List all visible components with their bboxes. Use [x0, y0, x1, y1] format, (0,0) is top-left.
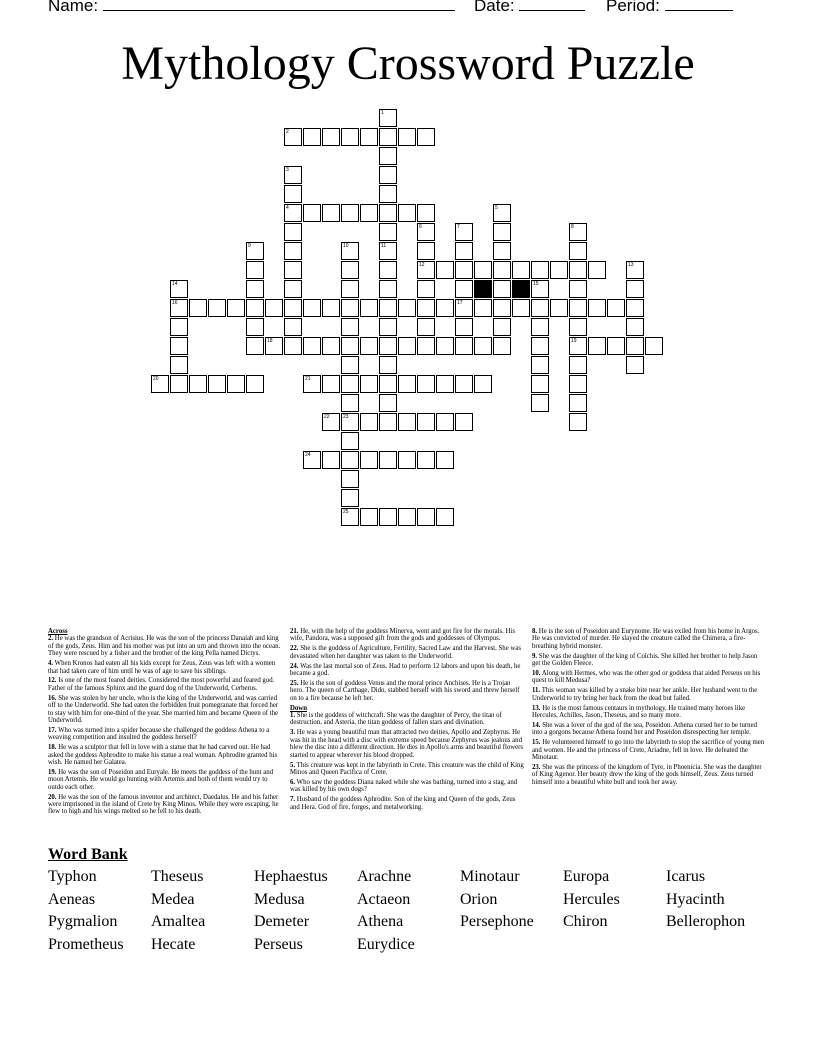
across-clue — [48, 744, 283, 766]
word-bank-item: Perseus — [254, 936, 303, 953]
grid-cell[interactable] — [322, 128, 340, 146]
grid-cell[interactable] — [474, 337, 492, 355]
clue-number: 9 — [248, 243, 251, 249]
grid-cell[interactable] — [493, 261, 511, 279]
grid-cell[interactable] — [284, 242, 302, 260]
grid-cell[interactable] — [436, 451, 454, 469]
clue-number: 25 — [343, 509, 349, 515]
clue-number: 22 — [324, 414, 330, 420]
grid-cell[interactable] — [417, 242, 435, 260]
clue-text: Was the last mortal son of Zeus. Had to perform 12 labors and upon his death, he became a god. — [290, 662, 521, 678]
grid-cell[interactable] — [417, 337, 435, 355]
grid-cell[interactable] — [322, 299, 340, 317]
clue-number: 21 — [305, 376, 311, 382]
grid-cell[interactable] — [417, 451, 435, 469]
clue-number: 16. — [48, 694, 57, 702]
clue-number: 2 — [286, 129, 289, 135]
grid-cell[interactable] — [550, 299, 568, 317]
grid-cell[interactable] — [284, 280, 302, 298]
down-clue — [532, 764, 767, 786]
grid-cell[interactable] — [398, 337, 416, 355]
clue-text: He is the son of Poseidon and Eurynome. He was exiled from his home in Argos. He was convicted of murder. He slayed the creature called the Chimera, a fire-breathing hybrid monster. — [532, 628, 760, 650]
grid-cell[interactable] — [531, 337, 549, 355]
grid-cell[interactable] — [170, 337, 188, 355]
clue-number: 2. — [48, 635, 54, 643]
clue-number: 20. — [48, 793, 57, 801]
across-clue — [48, 660, 283, 675]
clue-number: 9. — [532, 652, 538, 660]
grid-cell[interactable] — [379, 413, 397, 431]
clue-number: 23. — [532, 764, 541, 771]
across-clue — [48, 695, 283, 725]
across-clue — [290, 645, 525, 660]
grid-cell[interactable] — [246, 375, 264, 393]
grid-cell[interactable] — [341, 337, 359, 355]
clue-text: Who was turned into a spider because she challenged the goddess Athena to a weaving competition and insulted the goddess herself? — [48, 726, 270, 742]
word-bank-item: Hyacinth — [666, 891, 725, 908]
clue-number: 13. — [532, 704, 541, 712]
grid-cell[interactable] — [284, 185, 302, 203]
clue-text: He is the son of goddess Venus and the moral prince Anchises. He is a Trojan hero. The queen of Carthage, Dido, stabbed herself with his sword and threw herself on to a fire because he left her. — [290, 679, 520, 702]
clue-number: 10. — [532, 670, 541, 678]
grid-cell[interactable] — [379, 508, 397, 526]
grid-cell[interactable] — [569, 299, 587, 317]
grid-cell[interactable] — [493, 318, 511, 336]
grid-cell[interactable] — [436, 261, 454, 279]
grid-cell[interactable] — [398, 375, 416, 393]
grid-cell[interactable] — [417, 318, 435, 336]
word-bank-item: Actaeon — [357, 891, 411, 908]
clue-number: 7 — [457, 224, 460, 230]
page-title: Mythology Crossword Puzzle — [121, 37, 695, 90]
grid-cell[interactable] — [512, 261, 530, 279]
grid-cell[interactable] — [189, 299, 207, 317]
grid-cell[interactable] — [645, 337, 663, 355]
name-label: Name: — [48, 0, 99, 15]
clue-number: 20 — [153, 376, 159, 382]
grid-cell[interactable] — [246, 318, 264, 336]
grid-cell[interactable] — [227, 375, 245, 393]
grid-cell[interactable] — [284, 223, 302, 241]
grid-cell[interactable] — [417, 280, 435, 298]
grid-cell[interactable] — [569, 318, 587, 336]
clue-number: 17. — [48, 726, 57, 734]
clue-text: When Kronos had eaten all his kids except for Zeus, Zeus was left with a women that had taken care of him until he was of age to save his siblings. — [48, 660, 276, 675]
grid-cell[interactable] — [265, 299, 283, 317]
grid-cell[interactable] — [341, 261, 359, 279]
grid-cell[interactable] — [379, 318, 397, 336]
word-bank-item: Pygmalion — [48, 913, 118, 930]
grid-cell[interactable] — [341, 432, 359, 450]
grid-cell[interactable] — [531, 318, 549, 336]
grid-cell[interactable] — [417, 508, 435, 526]
grid-cell[interactable] — [569, 394, 587, 412]
grid-cell[interactable] — [360, 299, 378, 317]
clue-text: This woman was killed by a snake bite near her ankle. Her husband went to the Underworld to try bring her back from the dead but failed. — [532, 687, 758, 702]
grid-cell[interactable] — [588, 337, 606, 355]
clue-text: He is the most famous centaurs in mythology. He trained many heroes like Hercules, Achilles, Jason, Theseus, and so many more. — [532, 704, 746, 720]
clue-text: He was the son of Poseidon and Euryale. He meets the goddess of the hunt and moon Artemis. He would go hunting with Artemis and both of them would try to outdo each other. — [48, 768, 274, 791]
grid-cell[interactable] — [341, 489, 359, 507]
grid-cell[interactable] — [398, 451, 416, 469]
grid-cell[interactable] — [360, 337, 378, 355]
grid-cell[interactable] — [436, 337, 454, 355]
down-clue — [532, 687, 767, 702]
grid-cell[interactable] — [170, 375, 188, 393]
clue-number: 5 — [495, 205, 498, 211]
grid-cell[interactable] — [531, 261, 549, 279]
grid-cell[interactable] — [170, 318, 188, 336]
clue-number: 1 — [381, 110, 384, 116]
grid-cell[interactable] — [227, 299, 245, 317]
grid-cell[interactable] — [455, 337, 473, 355]
clue-text: She was stolen by her uncle, who is the king of the Underworld, and was carried off to the Underworld. She had eaten the forbidden fruit pomegranate that forced her to stay with him for one-third of the year. She married him and became Queen of the Underworld. — [48, 694, 279, 724]
grid-cell[interactable] — [284, 299, 302, 317]
across-clue — [290, 680, 525, 702]
grid-cell[interactable] — [341, 470, 359, 488]
word-bank-item: Arachne — [357, 868, 412, 885]
clue-text: This creature was kept in the labyrinth in Crete. This creature was the child of King Minos and Queen Pacifica of Crete. — [290, 761, 524, 776]
grid-cell[interactable] — [436, 508, 454, 526]
down-clue — [532, 739, 767, 761]
clue-number: 12 — [419, 262, 425, 268]
word-bank-item: Europa — [563, 868, 610, 885]
grid-cell[interactable] — [246, 299, 264, 317]
grid-cell[interactable] — [417, 375, 435, 393]
clue-text: Who saw the goddess Diana naked while she was bathing, turned into a stag, and was killed by his own dogs? — [290, 778, 518, 794]
grid-cell[interactable] — [455, 375, 473, 393]
grid-cell[interactable] — [455, 280, 473, 298]
clue-number: 11. — [532, 687, 541, 695]
grid-cell[interactable] — [208, 299, 226, 317]
grid-cell[interactable] — [455, 413, 473, 431]
grid-cell[interactable] — [341, 128, 359, 146]
word-bank-item: Medusa — [254, 891, 305, 908]
across-clue — [48, 727, 283, 742]
clue-number: 16 — [172, 300, 178, 306]
grid-cell[interactable] — [588, 261, 606, 279]
clue-number: 25. — [290, 679, 299, 687]
grid-cell[interactable] — [436, 413, 454, 431]
grid-cell[interactable] — [531, 394, 549, 412]
grid-cell[interactable] — [303, 128, 321, 146]
grid-cell[interactable] — [436, 375, 454, 393]
grid-cell[interactable] — [322, 451, 340, 469]
grid-cell[interactable] — [626, 299, 644, 317]
clue-number: 14. — [532, 721, 541, 729]
clue-number: 17 — [457, 300, 463, 306]
across-clue — [48, 769, 283, 791]
grid-cell[interactable] — [398, 413, 416, 431]
grid-cell[interactable] — [341, 451, 359, 469]
down-clue — [290, 796, 525, 811]
clue-text: He was the grandson of Acrisius. He was the son of the princess Danaiah and king of the gods, Zeus. Him and his mother was put into an urn and thrown into the ocean. They were rescued by a fisher and the brother of the king Pella named Dictys. — [48, 635, 281, 658]
grid-cell[interactable] — [379, 394, 397, 412]
grid-cell[interactable] — [417, 204, 435, 222]
grid-cell[interactable] — [626, 356, 644, 374]
clue-text: He, with the help of the goddess Minerva, went and got fire for the morals. His wife, Pandora, was a supposed gift from the gods and goddesses of Olympus. — [290, 628, 516, 643]
across-clue — [290, 663, 525, 678]
grid-cell[interactable] — [341, 318, 359, 336]
grid-cell[interactable] — [512, 299, 530, 317]
grid-cell[interactable] — [379, 375, 397, 393]
grid-cell[interactable] — [322, 337, 340, 355]
grid-cell[interactable] — [284, 261, 302, 279]
word-bank-item: Chiron — [563, 913, 608, 930]
clue-number: 19 — [571, 338, 577, 344]
grid-cell[interactable] — [417, 299, 435, 317]
clue-number: 13 — [628, 262, 634, 268]
clue-text: He volunteered himself to go into the labyrinth to stop the sacrifice of young men and women. He and the princess of Crete, Ariadne, fell in love. He defeated the Minotaur. — [532, 739, 765, 762]
clue-number: 6. — [290, 778, 296, 786]
grid-cell[interactable] — [379, 337, 397, 355]
word-bank-item: Hercules — [563, 891, 620, 908]
across-heading: Across — [48, 628, 68, 635]
grid-block — [474, 280, 492, 298]
grid-cell[interactable] — [398, 204, 416, 222]
grid-cell[interactable] — [341, 280, 359, 298]
grid-cell[interactable] — [246, 261, 264, 279]
grid-cell[interactable] — [493, 242, 511, 260]
clue-number: 8. — [532, 628, 538, 635]
down-clue — [532, 705, 767, 720]
grid-cell[interactable] — [493, 280, 511, 298]
clue-number: 23 — [343, 414, 349, 420]
clue-number: 8 — [571, 224, 574, 230]
clue-number: 15. — [532, 739, 541, 747]
grid-cell[interactable] — [379, 451, 397, 469]
word-bank-item: Minotaur — [460, 868, 520, 885]
clue-number: 3 — [286, 167, 289, 173]
word-bank-item: Hecate — [151, 936, 196, 953]
clue-text: She was a lover of the god of the sea, Poseidon. Athena cursed her to be turned into a gorgons because Athena found her and Poseidon disrespecting her temple. — [532, 721, 757, 737]
down-clue — [532, 628, 767, 650]
grid-cell[interactable] — [493, 223, 511, 241]
date-label: Date: — [474, 0, 515, 15]
clue-number: 24. — [290, 662, 299, 670]
word-bank-item: Prometheus — [48, 936, 124, 953]
grid-cell[interactable] — [341, 204, 359, 222]
clue-number: 15 — [533, 281, 539, 287]
grid-cell[interactable] — [474, 261, 492, 279]
word-bank-item: Typhon — [48, 868, 97, 885]
grid-cell[interactable] — [455, 261, 473, 279]
clue-number: 6 — [419, 224, 422, 230]
clue-number: 5. — [290, 761, 296, 769]
clues-column-1 — [48, 628, 283, 818]
word-bank-item: Bellerophon — [666, 913, 746, 930]
clue-number: 7. — [290, 796, 296, 804]
clue-number: 18 — [267, 338, 273, 344]
grid-cell[interactable] — [474, 375, 492, 393]
grid-cell[interactable] — [303, 337, 321, 355]
grid-cell[interactable] — [569, 413, 587, 431]
grid-cell[interactable] — [360, 204, 378, 222]
clue-text: Along with Hermes, who was the other god or goddess that aided Perseus on his quest to kill Medusa? — [532, 670, 761, 685]
clue-text: She was the daughter of the king of Colchis. She killed her brother to help Jason get the Golden Fleece. — [532, 652, 758, 668]
grid-cell[interactable] — [189, 375, 207, 393]
down-clue — [532, 670, 767, 685]
grid-cell[interactable] — [379, 166, 397, 184]
grid-cell[interactable] — [455, 242, 473, 260]
grid-cell[interactable] — [493, 299, 511, 317]
clue-text: She is the goddess of Agriculture, Fertility, Sacred Law and the Harvest. She was devastated when her daughter was taken to the Underworld. — [290, 645, 521, 660]
word-bank-item: Medea — [151, 891, 195, 908]
clue-text: He was a young beautiful man that attracted two deities, Apollo and Zephyrus. He was hit in the head with a disc with extreme speed because Zephyrus was jealous and blew the disc into a different direction. He dies in Apollo's arms and beautiful flowers started to appear wherever his blood dropped. — [290, 729, 524, 759]
grid-cell[interactable] — [170, 356, 188, 374]
grid-cell[interactable] — [531, 375, 549, 393]
grid-cell[interactable] — [379, 299, 397, 317]
word-bank-item: Persephone — [460, 913, 534, 930]
grid-cell[interactable] — [379, 223, 397, 241]
grid-cell[interactable] — [626, 280, 644, 298]
grid-cell[interactable] — [379, 204, 397, 222]
word-bank-item: Hephaestus — [254, 868, 328, 885]
across-clue — [48, 677, 283, 692]
word-bank-item: Orion — [460, 891, 498, 908]
grid-cell[interactable] — [379, 261, 397, 279]
clue-text: Husband of the goddess Aphrodite. Son of the king and Queen of the gods, Zeus and Hera. God of fire, forges, and metalworking. — [290, 796, 516, 811]
clue-text: He was the son of the famous inventor and architect, Daedalus. He and his father were imprisoned in the island of Crete by King Minos. While they were escaping, he flew to high and his wings melted so he fell to his death. — [48, 793, 279, 816]
grid-cell[interactable] — [607, 299, 625, 317]
clue-number: 21. — [290, 628, 299, 635]
grid-cell[interactable] — [569, 356, 587, 374]
down-clue — [532, 722, 767, 737]
down-clue — [290, 762, 525, 777]
grid-cell[interactable] — [379, 147, 397, 165]
clue-text: Is one of the most feared deities. Considered the most powerful and feared god. Father of the famous Sphinx and the guard dog of the Underworld, Cerberus. — [48, 677, 275, 692]
word-bank-item: Demeter — [254, 913, 310, 930]
grid-cell[interactable] — [588, 299, 606, 317]
grid-cell[interactable] — [360, 508, 378, 526]
clue-number: 3. — [290, 729, 296, 737]
grid-block — [512, 280, 530, 298]
grid-cell[interactable] — [303, 204, 321, 222]
grid-cell[interactable] — [303, 299, 321, 317]
clue-number: 4. — [48, 660, 54, 668]
clue-text: He was a sculptor that fell in love with a statue that he had carved out. He had asked the goddess Aphrodite to make his statue a real woman. Aphrodite granted his wish. He named her Galatea. — [48, 744, 278, 766]
clue-text: She was the princess of the kingdom of Tyre, in Phoenicia. She was the daughter of King Agenor. Her beauty drew the king of the gods himself, Zeus. Zeus turned himself into a beautiful white bull and took her away. — [532, 764, 762, 786]
grid-cell[interactable] — [379, 128, 397, 146]
down-clue — [290, 712, 525, 727]
word-bank-item: Amaltea — [151, 913, 206, 930]
grid-cell[interactable] — [379, 185, 397, 203]
grid-cell[interactable] — [531, 356, 549, 374]
grid-cell[interactable] — [360, 451, 378, 469]
down-clue — [532, 653, 767, 668]
grid-cell[interactable] — [569, 375, 587, 393]
clue-number: 1. — [290, 712, 296, 720]
grid-cell[interactable] — [379, 280, 397, 298]
word-bank-item: Eurydice — [357, 936, 415, 953]
clue-number: 18. — [48, 744, 57, 752]
word-bank-item: Athena — [357, 913, 404, 930]
word-bank-item: Aeneas — [48, 891, 96, 908]
clue-number: 10 — [343, 243, 349, 249]
clue-number: 22. — [290, 645, 299, 653]
clue-number: 11 — [381, 243, 387, 249]
grid-cell[interactable] — [341, 375, 359, 393]
clues-column-3 — [532, 628, 767, 789]
grid-cell[interactable] — [208, 375, 226, 393]
clue-number: 12. — [48, 677, 57, 685]
clue-number: 19. — [48, 768, 57, 776]
clue-number: 4 — [286, 205, 289, 211]
grid-cell[interactable] — [322, 375, 340, 393]
across-clue — [48, 635, 283, 657]
grid-cell[interactable] — [284, 318, 302, 336]
grid-cell[interactable] — [474, 299, 492, 317]
grid-cell[interactable] — [626, 337, 644, 355]
grid-cell[interactable] — [398, 299, 416, 317]
grid-cell[interactable] — [626, 318, 644, 336]
clue-text: She is the goddess of witchcraft. She was the daughter of Percy, the titan of destruction, and Asteria, the titan goddess of fallen stars and divination. — [290, 712, 502, 727]
word-bank-item: Icarus — [666, 868, 706, 885]
grid-cell[interactable] — [569, 242, 587, 260]
word-bank-item: Theseus — [151, 868, 204, 885]
grid-cell[interactable] — [569, 280, 587, 298]
grid-cell[interactable] — [360, 413, 378, 431]
grid-cell[interactable] — [246, 337, 264, 355]
clue-number: 24 — [305, 452, 311, 458]
down-clue — [290, 729, 525, 759]
down-clue — [290, 779, 525, 794]
grid-cell[interactable] — [607, 337, 625, 355]
grid-cell[interactable] — [360, 375, 378, 393]
word-bank-title: Word Bank — [48, 846, 128, 863]
across-clue — [290, 628, 525, 643]
grid-cell[interactable] — [322, 204, 340, 222]
grid-cell[interactable] — [417, 128, 435, 146]
grid-cell[interactable] — [284, 337, 302, 355]
grid-cell[interactable] — [436, 299, 454, 317]
grid-cell[interactable] — [246, 280, 264, 298]
grid-cell[interactable] — [493, 337, 511, 355]
grid-cell[interactable] — [341, 299, 359, 317]
grid-cell[interactable] — [341, 394, 359, 412]
grid-cell[interactable] — [569, 261, 587, 279]
grid-cell[interactable] — [531, 299, 549, 317]
grid-cell[interactable] — [417, 413, 435, 431]
period-label: Period: — [606, 0, 660, 15]
across-clue — [48, 794, 283, 816]
grid-cell[interactable] — [360, 128, 378, 146]
grid-cell[interactable] — [398, 508, 416, 526]
grid-cell[interactable] — [341, 356, 359, 374]
clues-column-2 — [290, 628, 525, 813]
clue-number: 14 — [172, 281, 178, 287]
grid-cell[interactable] — [398, 128, 416, 146]
grid-cell[interactable] — [379, 356, 397, 374]
grid-cell[interactable] — [455, 318, 473, 336]
grid-cell[interactable] — [550, 261, 568, 279]
down-heading: Down — [290, 704, 307, 712]
